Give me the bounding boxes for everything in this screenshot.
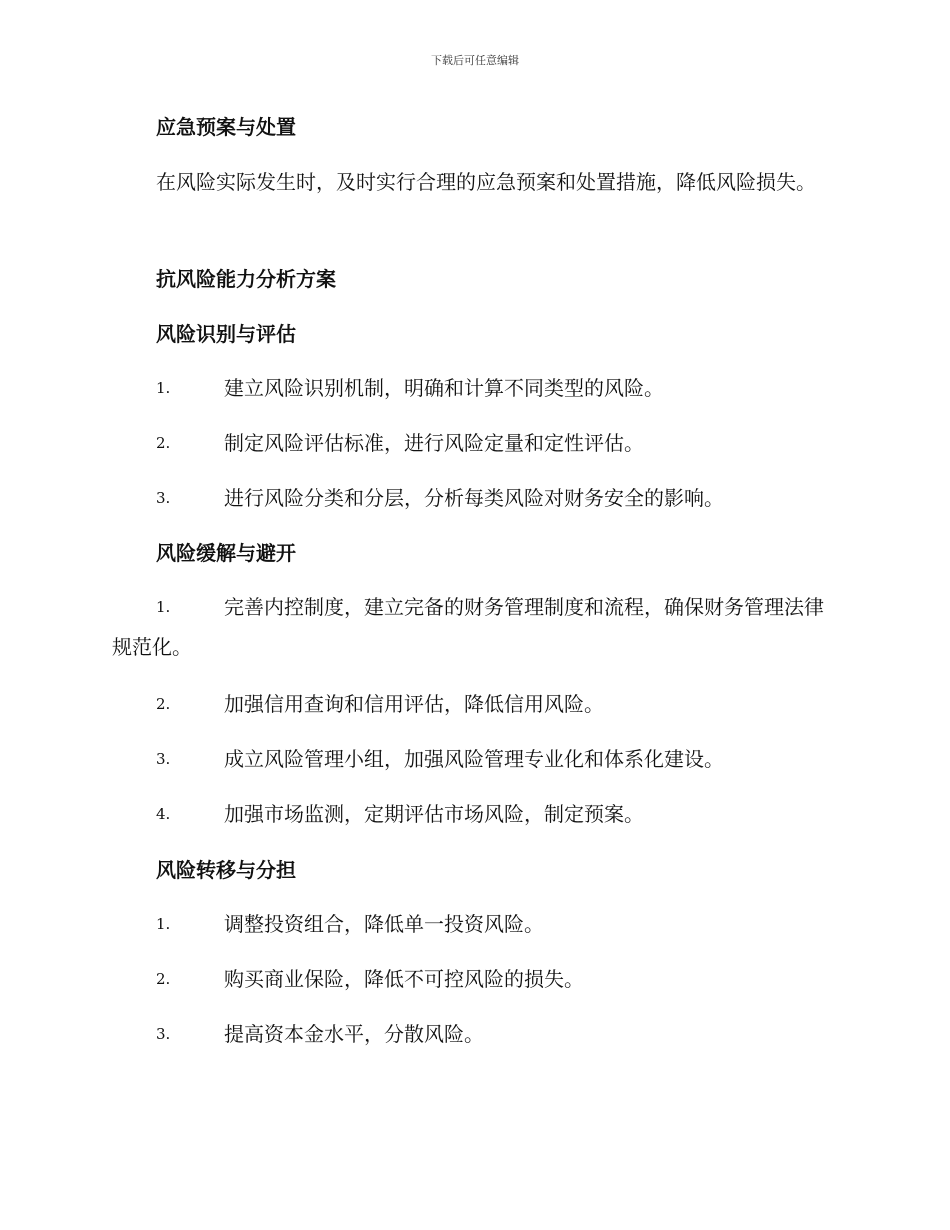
list-text: 成立风险管理小组，加强风险管理专业化和体系化建设。 [224,747,724,771]
section-heading-transfer: 风险转移与分担 [156,858,296,882]
list-number: 2. [156,434,171,452]
list-item-mitigate-2 [112,684,842,724]
list-number: 1. [156,379,171,397]
list-item-identify-2 [112,423,842,463]
list-item-mitigate-1 [112,587,842,667]
list-item-transfer-2 [112,959,842,999]
list-text: 购买商业保险，降低不可控风险的损失。 [224,967,584,991]
list-item-mitigate-4 [112,794,842,834]
list-number: 1. [156,915,171,933]
list-text: 进行风险分类和分层，分析每类风险对财务安全的影响。 [224,486,724,510]
list-item-transfer-1 [112,904,842,944]
list-item-identify-3 [112,478,842,518]
list-text: 完善内控制度，建立完备的财务管理制度和流程，确保财务管理法律规范化。 [112,595,824,659]
plan-title: 抗风险能力分析方案 [156,267,336,291]
list-text: 建立风险识别机制，明确和计算不同类型的风险。 [224,376,664,400]
section-heading-emergency: 应急预案与处置 [156,115,296,139]
list-number: 3. [156,1025,171,1043]
section-heading-identify: 风险识别与评估 [156,322,296,346]
list-text: 加强市场监测，定期评估市场风险，制定预案。 [224,802,644,826]
list-item-mitigate-3 [112,739,842,779]
list-number: 1. [156,598,171,616]
list-item-transfer-3 [112,1014,842,1054]
list-number: 3. [156,750,171,768]
list-item-identify-1 [112,368,842,408]
page-header: 下载后可任意编辑 [431,54,519,67]
list-number: 4. [156,805,171,823]
list-number: 2. [156,695,171,713]
paragraph-emergency: 在风险实际发生时，及时实行合理的应急预案和处置措施，降低风险损失。 [156,170,816,194]
section-heading-mitigate: 风险缓解与避开 [156,541,296,565]
list-number: 3. [156,489,171,507]
list-text: 提高资本金水平，分散风险。 [224,1022,484,1046]
list-text: 调整投资组合，降低单一投资风险。 [224,912,544,936]
list-text: 加强信用查询和信用评估，降低信用风险。 [224,692,604,716]
list-number: 2. [156,970,171,988]
list-text: 制定风险评估标准，进行风险定量和定性评估。 [224,431,644,455]
